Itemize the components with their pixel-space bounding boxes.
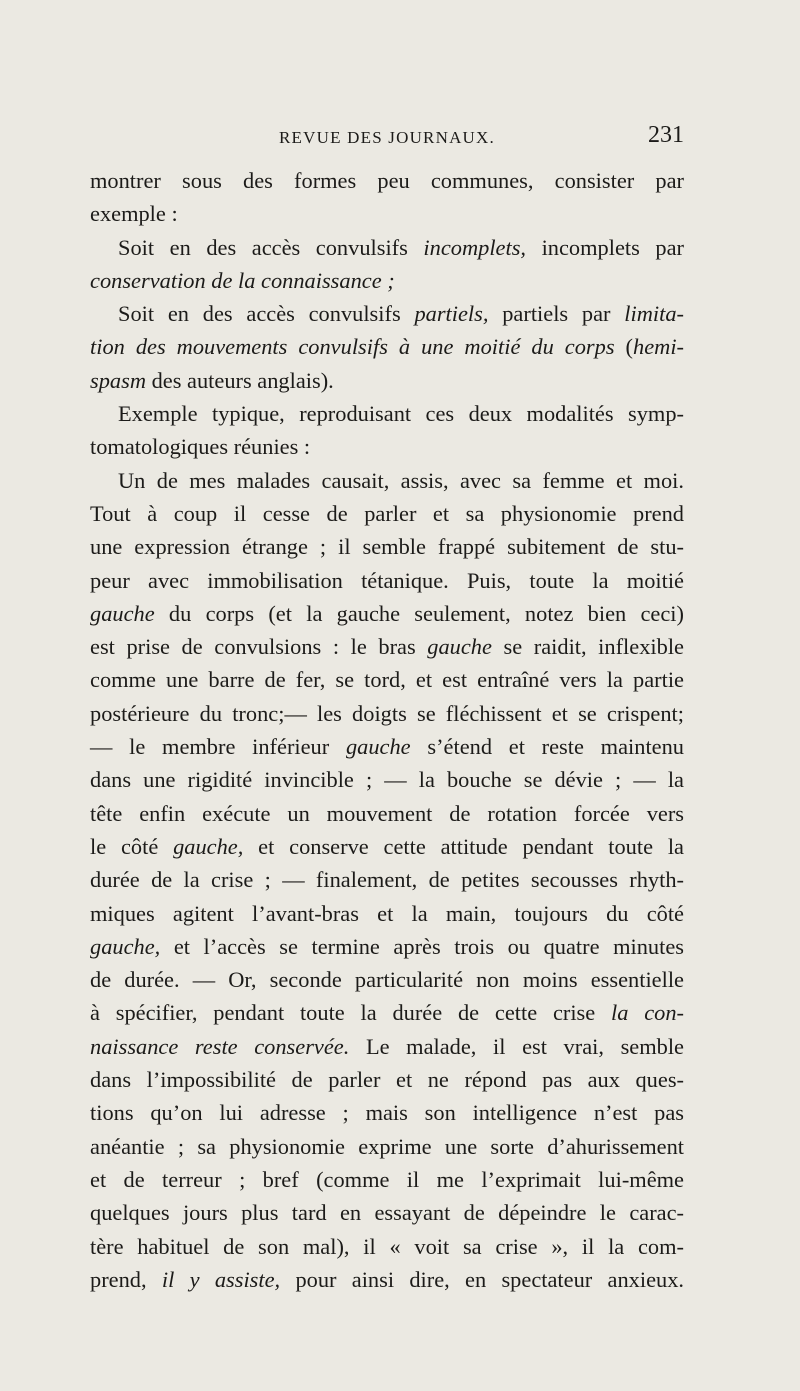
text-line: tête enfin exécute un mouvement de rotation forcée vers — [90, 800, 684, 826]
text-line: une expression étrange ; il semble frappé subitement de stu- — [90, 534, 684, 560]
text-line: Un de mes malades causait, assis, avec sa femme et moi. — [118, 467, 684, 493]
text-line: naissance reste conservée. Le malade, il est vrai, semble — [90, 1033, 684, 1059]
text-line: est prise de convulsions : le bras gauche se raidit, inflexible — [90, 634, 684, 660]
text-line: peur avec immobilisation tétanique. Puis, toute la moitié — [90, 567, 684, 593]
text-line: à spécifier, pendant toute la durée de cette crise la con- — [90, 1000, 684, 1026]
text-line: exemple : — [90, 201, 178, 227]
text-line: durée de la crise ; — finalement, de petites secousses rhyth- — [90, 867, 684, 893]
text-line: quelques jours plus tard en essayant de dépeindre le carac- — [90, 1200, 684, 1226]
text-line: anéantie ; sa physionomie exprime une sorte d’ahurissement — [90, 1133, 684, 1159]
text-line: conservation de la connaissance ; — [90, 267, 395, 293]
text-line: tion des mouvements convulsifs à une moitié du corps (hemi- — [90, 334, 684, 360]
text-line: miques agitent l’avant-bras et la main, toujours du côté — [90, 900, 684, 926]
text-line: tomatologiques réunies : — [90, 434, 311, 460]
text-line: gauche, et l’accès se termine après trois ou quatre minutes — [90, 933, 684, 959]
text-line: dans l’impossibilité de parler et ne répond pas aux ques- — [90, 1067, 684, 1093]
text-line: Soit en des accès convulsifs incomplets, incomplets par — [118, 234, 684, 260]
page-header — [90, 122, 684, 158]
text-line: Tout à coup il cesse de parler et sa physionomie prend — [90, 500, 684, 526]
text-line: spasm des auteurs anglais). — [90, 367, 334, 393]
text-line: Soit en des accès convulsifs partiels, partiels par limita- — [118, 301, 684, 327]
text-line: le côté gauche, et conserve cette attitude pendant toute la — [90, 833, 684, 859]
text-line: de durée. — Or, seconde particularité non moins essentielle — [90, 967, 684, 993]
text-line: tère habituel de son mal), il « voit sa crise », il la com- — [90, 1233, 684, 1259]
page-number: 231 — [648, 122, 684, 148]
text-line: postérieure du tronc;— les doigts se fléchissent et se crispent; — [90, 700, 684, 726]
text-line: montrer sous des formes peu communes, consister par — [90, 168, 684, 193]
text-line: tions qu’on lui adresse ; mais son intelligence n’est pas — [90, 1100, 684, 1126]
text-line: prend, il y assiste, pour ainsi dire, en spectateur anxieux. — [90, 1266, 684, 1292]
text-line: — le membre inférieur gauche s’étend et reste maintenu — [90, 734, 684, 760]
body-text — [90, 164, 684, 1296]
text-line: et de terreur ; bref (comme il me l’exprimait lui-même — [90, 1166, 684, 1192]
text-line: gauche du corps (et la gauche seulement, notez bien ceci) — [90, 600, 684, 626]
text-line: Exemple typique, reproduisant ces deux modalités symp- — [118, 401, 684, 427]
text-line: comme une barre de fer, se tord, et est entraîné vers la partie — [90, 667, 684, 693]
text-line: dans une rigidité invincible ; — la bouche se dévie ; — la — [90, 767, 684, 793]
running-head: REVUE DES JOURNAUX. — [279, 128, 495, 147]
